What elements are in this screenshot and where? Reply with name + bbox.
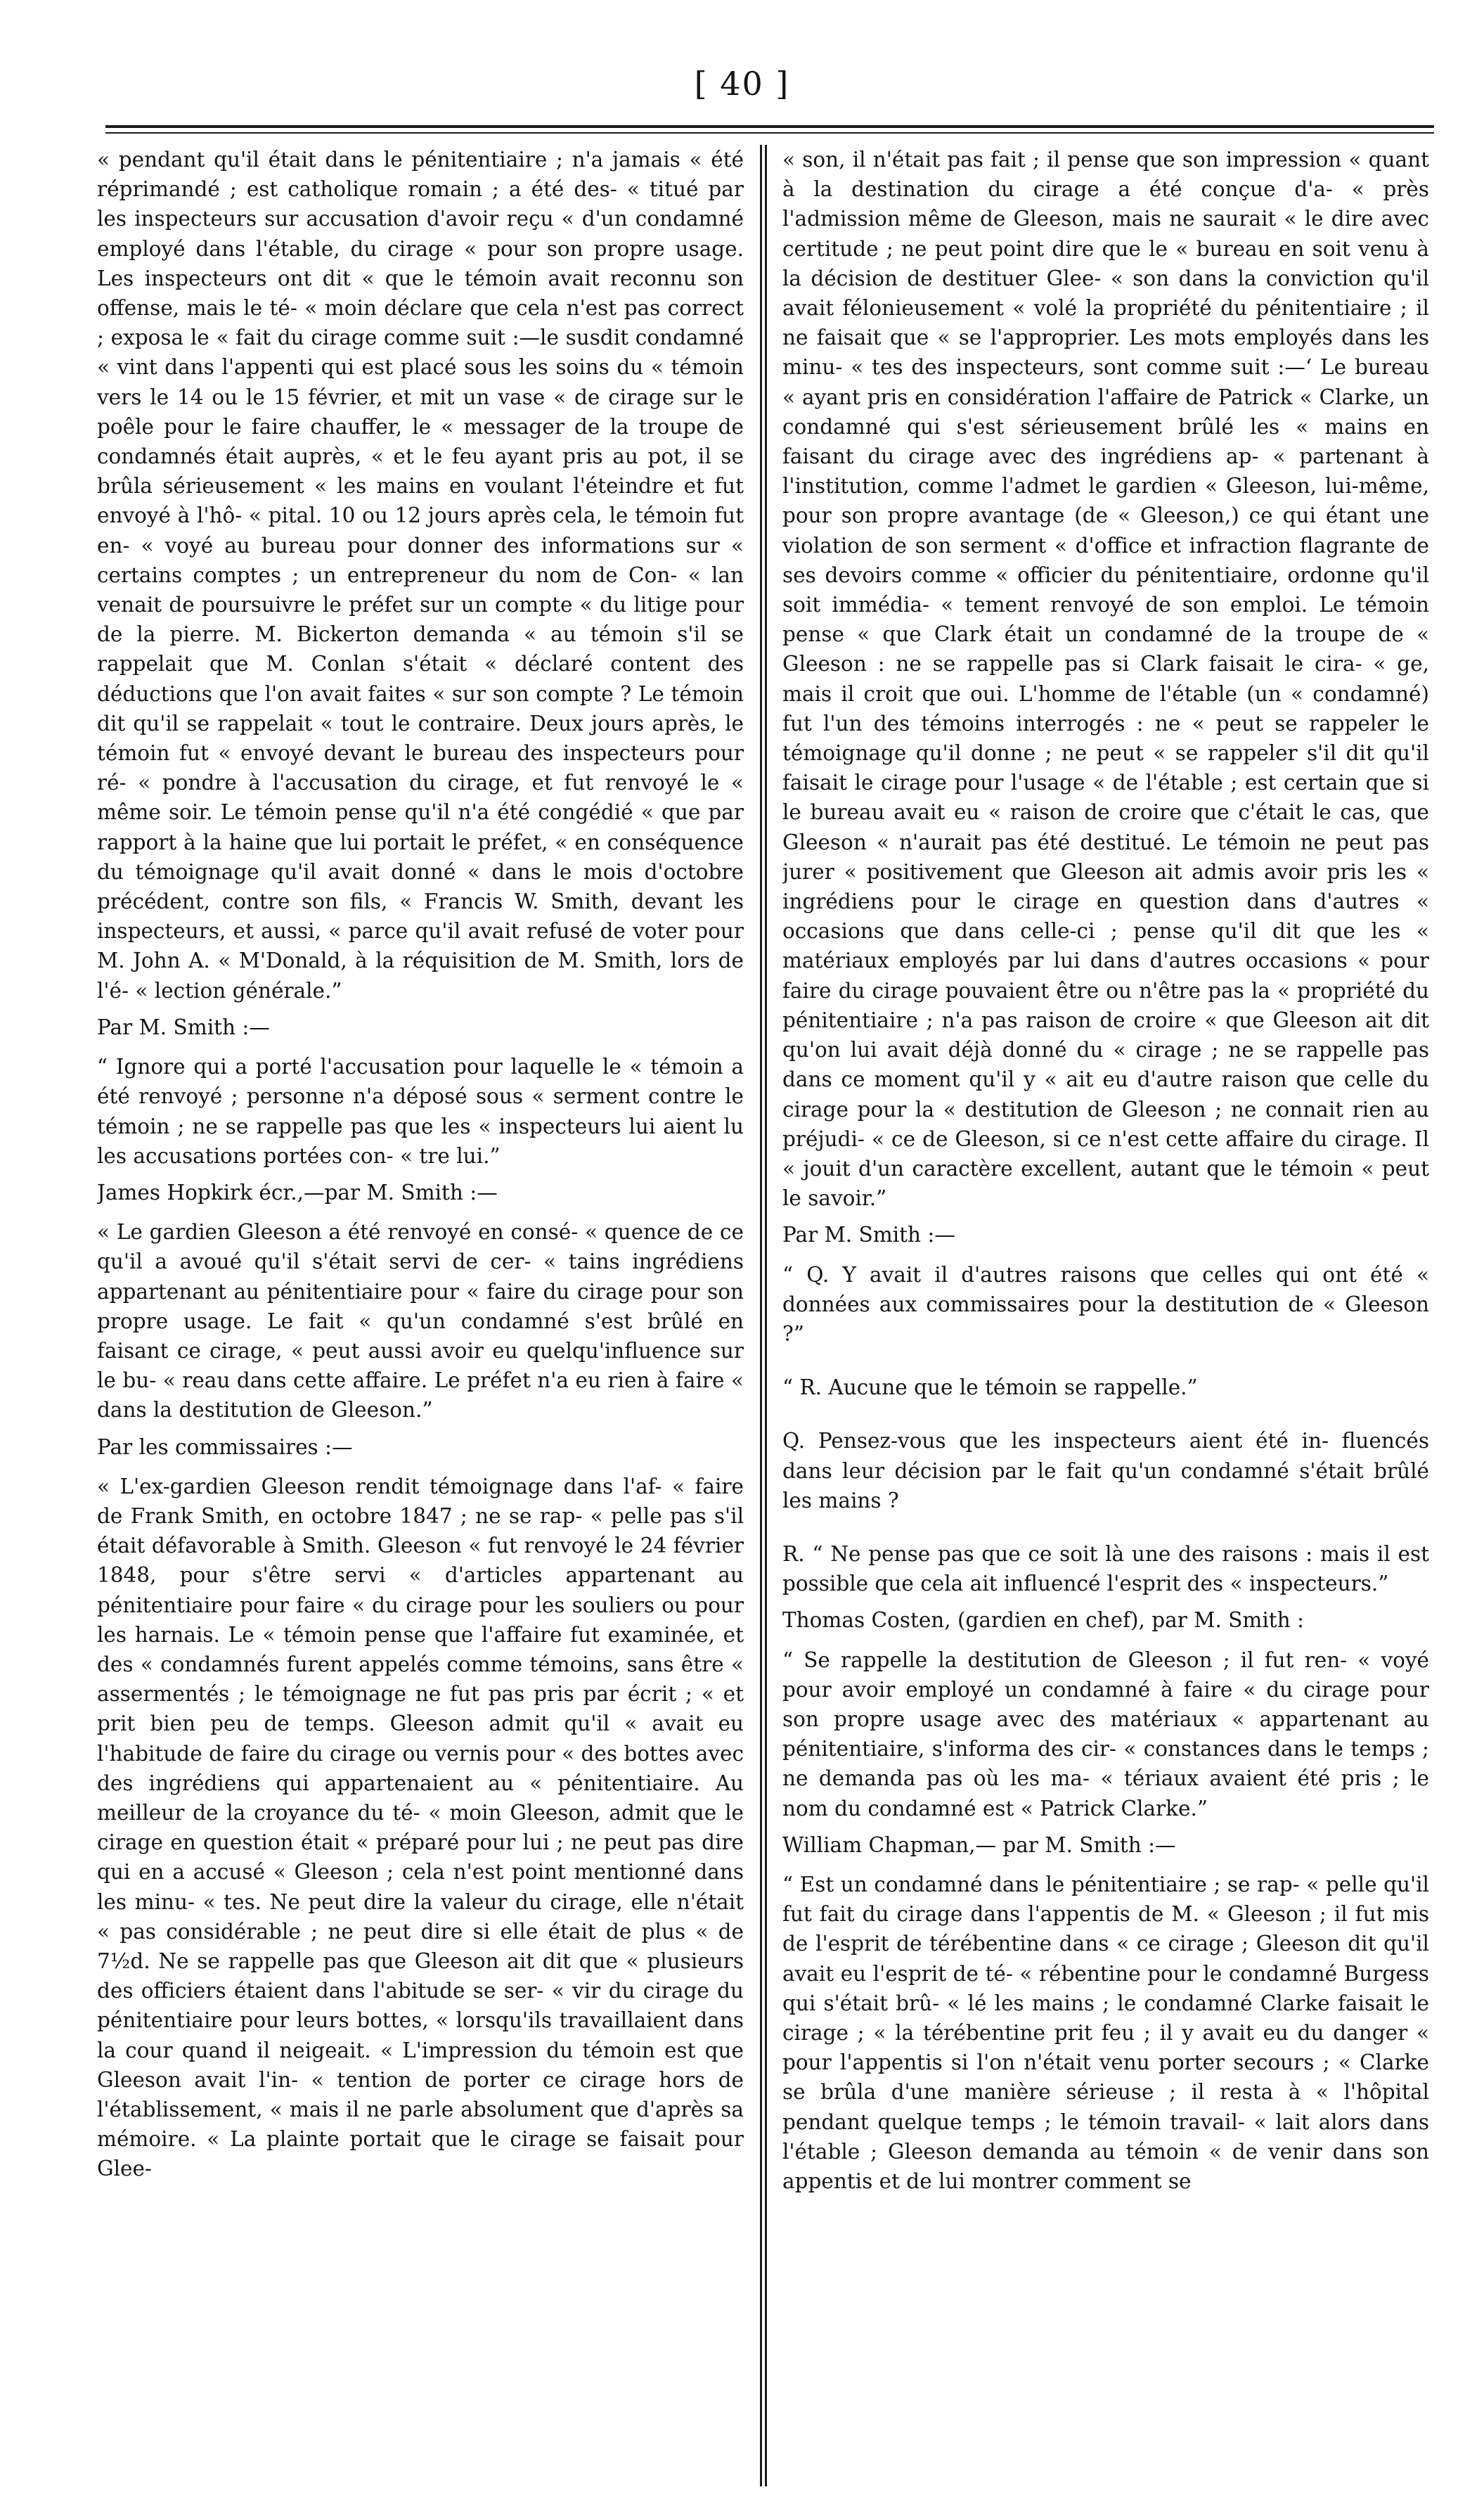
right-question-1: “ Q. Y avait il d'autres raisons que celles qui ont été « données aux commissaires pour la destitution de « Gleeson ?”	[782, 1262, 1429, 1346]
left-para-3: « Le gardien Gleeson a été renvoyé en consé- « quence de ce qu'il a avoué qu'il s'était servi de cer- « tains ingrédiens appartenant au pénitentiaire pour « faire du cirage pour son propre usage. Le fait « qu'un condamné s'est brûlé en faisant ce cirage, « peut aussi avoir eu quelqu'influence sur le bu- « reau dans cette affaire. Le préfet n'a eu rien à faire « dans la destitution de Gleeson.”	[97, 1220, 744, 1423]
left-column	[97, 145, 744, 2486]
right-question-2: Q. Pensez-vous que les inspecteurs aient été in- fluencés dans leur décision par le fait qu'un condamné s'était brûlé les mains ?	[782, 1429, 1429, 1513]
right-column	[782, 145, 1429, 2486]
header-rule-thick	[105, 125, 1434, 128]
left-para-2: “ Ignore qui a porté l'accusation pour laquelle le « témoin a été renvoyé ; personne n'a déposé sous « serment contre le témoin ; ne se rappelle pas que les « inspecteurs lui aient lu les accusations portées con- « tre lui.”	[97, 1055, 744, 1168]
column-divider-right	[765, 145, 767, 2486]
column-divider-left	[760, 145, 762, 2486]
left-speaker-1: Par M. Smith :—	[97, 1015, 270, 1039]
right-para-1: « son, il n'était pas fait ; il pense que son impression « quant à la destination du cirage a été conçue d'a- « près l'admission même de Gleeson, mais ne saurait « le dire avec certitude ; ne peut point dire que le « bureau en soit venu à la décision de destituer Glee- « son dans la conviction qu'il avait félonieusement « volé la propriété du pénitentiaire ; il ne faisait que « se l'approprier. Les mots employés dans les minu- « tes des inspecteurs, sont comme suit :—‘ Le bureau « ayant pris en considération l'affaire de Patrick « Clarke, un condamné qui s'est sérieusement brûlé les « mains en faisant du cirage avec des ingrédiens ap- « partenant à l'institution, comme l'admet le gardien « Gleeson, lui-même, pour son propre avantage (de « Gleeson,) ce qui étant une violation de son serment « d'office et infraction flagrante de ses devoirs comme « officier du pénitentiaire, ordonne qu'il soit immédia- « tement renvoyé de son emploi. Le témoin pense « que Clark était un condamné de la troupe de « Gleeson : ne se rappelle pas si Clark faisait le cira- « ge, mais il croit que oui. L'homme de l'étable (un « condamné) fut l'un des témoins interrogés : ne « peut se rappeler le témoignage qu'il donne ; ne peut « se rappeler s'il dit qu'il faisait le cirage pour l'usage « de l'étable ; est certain que si le bureau avait eu « raison de croire que c'était le cas, que Gleeson « n'aurait pas été destitué. Le témoin ne peut pas jurer « positivement que Gleeson ait admis avoir pris les « ingrédiens pour le cirage en question dans d'autres « occasions que dans celle-ci ; pense qu'il dit que les « matériaux employés par lui dans d'autres occasions « pour faire du cirage pouvaient être ou n'être pas la « propriété du pénitentiaire ; n'a pas raison de croire « que Gleeson ait dit qu'on lui avait déjà donné du « cirage ; ne se rappelle pas dans ce moment qu'il y « ait eu d'autre raison que celle du cirage pour la « destitution de Gleeson ; ne connait rien au préjudi- « ce de Gleeson, si ce n'est cette affaire du cirage. Il « jouit d'un caractère excellent, autant que le témoin « peut le savoir.”	[782, 148, 1429, 1211]
header-rule-thin	[105, 132, 1434, 134]
right-answer-1: “ R. Aucune que le témoin se rappelle.”	[782, 1375, 1198, 1400]
right-speaker-2: Thomas Costen, (gardien en chef), par M. Smith :	[782, 1608, 1304, 1633]
left-speaker-3: Par les commissaires :—	[97, 1434, 353, 1459]
text-columns	[97, 145, 1440, 2486]
page-number: [ 40 ]	[694, 65, 790, 103]
left-speaker-2: James Hopkirk écr.,—par M. Smith :—	[97, 1180, 498, 1205]
right-speaker-3: William Chapman,— par M. Smith :—	[782, 1832, 1176, 1857]
right-para-2: “ Se rappelle la destitution de Gleeson ; il fut ren- « voyé pour avoir employé un condamné à faire « du cirage pour son propre usage avec des matériaux « appartenant au pénitentiaire, s'informa des cir- « constances dans le temps ; ne demanda pas où les ma- « tériaux avaient été pris ; le nom du condamné est « Patrick Clarke.”	[782, 1648, 1429, 1820]
right-answer-2: R. “ Ne pense pas que ce soit là une des raisons : mais il est possible que cela ait influencé l'esprit des « inspecteurs.”	[782, 1541, 1429, 1596]
left-para-4: « L'ex-gardien Gleeson rendit témoignage dans l'af- « faire de Frank Smith, en octobre 1847 ; ne se rap- « pelle pas s'il était défavorable à Smith. Gleeson « fut renvoyé le 24 février 1848, pour s'être servi « d'articles appartenant au pénitentiaire pour faire « du cirage pour les souliers ou pour les harnais. Le « témoin pense que l'affaire fut examinée, et des « condamnés furent appelés comme témoins, sans être « assermentés ; le témoignage ne fut pas pris par écrit ; « et prit bien peu de temps. Gleeson admit qu'il « avait eu l'habitude de faire du cirage ou vernis pour « des bottes avec des ingrédiens qui appartenaient au « pénitentiaire. Au meilleur de la croyance du té- « moin Gleeson, admit que le cirage en question était « préparé pour lui ; ne peut pas dire qui en a accusé « Gleeson ; cela n'est point mentionné dans les minu- « tes. Ne peut dire la valeur du cirage, elle n'était « pas considérable ; ne peut dire si elle était de plus « de 7½d. Ne se rappelle pas que Gleeson ait dit que « plusieurs des officiers étaient dans l'abitude se ser- « vir du cirage du pénitentiaire pour leurs bottes, « lorsqu'ils travaillaient dans la cour quand il neigeait. « L'impression du témoin est que Gleeson avait l'in- « tention de porter ce cirage hors de l'établissement, « mais il ne parle absolument que d'après sa mémoire. « La plainte portait que le cirage se faisait pour Glee-	[97, 1474, 744, 2181]
right-speaker-1: Par M. Smith :—	[782, 1223, 955, 1247]
left-para-1: « pendant qu'il était dans le pénitentiaire ; n'a jamais « été réprimandé ; est catholique romain ; a été des- « titué par les inspecteurs sur accusation d'avoir reçu « d'un condamné employé dans l'étable, du cirage « pour son propre usage. Les inspecteurs ont dit « que le témoin avait reconnu son offense, mais le té- « moin déclare que cela n'est pas correct ; exposa le « fait du cirage comme suit :—le susdit condamné « vint dans l'appenti qui est placé sous les soins du « témoin vers le 14 ou le 15 février, et mit un vase « de cirage sur le poêle pour le faire chauffer, le « messager de la troupe de condamnés était auprès, « et le feu ayant pris au pot, il se brûla sérieusement « les mains en voulant l'éteindre et fut envoyé à l'hô- « pital. 10 ou 12 jours après cela, le témoin fut en- « voyé au bureau pour donner des informations sur « certains comptes ; un entrepreneur du nom de Con- « lan venait de poursuivre le préfet sur un compte « du litige pour de la pierre. M. Bickerton demanda « au témoin s'il se rappelait que M. Conlan s'était « déclaré content des déductions que l'on avait faites « sur son compte ? Le témoin dit qu'il se rappelait « tout le contraire. Deux jours après, le témoin fut « envoyé devant le bureau des inspecteurs pour ré- « pondre à l'accusation du cirage, et fut renvoyé le « même soir. Le témoin pense qu'il n'a été congédié « que par rapport à la haine que lui portait le préfet, « en conséquence du témoignage qu'il avait donné « dans le mois d'octobre précédent, contre son fils, « Francis W. Smith, devant les inspecteurs, et aussi, « parce qu'il avait refusé de voter pour M. John A. « M'Donald, à la réquisition de M. Smith, lors de l'é- « lection générale.”	[97, 148, 744, 1003]
right-para-3: “ Est un condamné dans le pénitentiaire ; se rap- « pelle qu'il fut fait du cirage dans l'appentis de M. « Gleeson ; il fut mis de l'esprit de térébentine dans « ce cirage ; Gleeson dit qu'il avait eu l'esprit de té- « rébentine pour le condamné Burgess qui s'était brû- « lé les mains ; le condamné Clarke faisait le cirage ; « la térébentine prit feu ; il y avait eu du danger « pour l'appentis si l'on n'était venu porter secours ; « Clarke se brûla d'une manière sérieuse ; il resta à « l'hôpital pendant quelque temps ; le témoin travail- « lait alors dans l'étable ; Gleeson demanda au témoin « de venir dans son appentis et de lui montrer comment se	[782, 1872, 1429, 2193]
